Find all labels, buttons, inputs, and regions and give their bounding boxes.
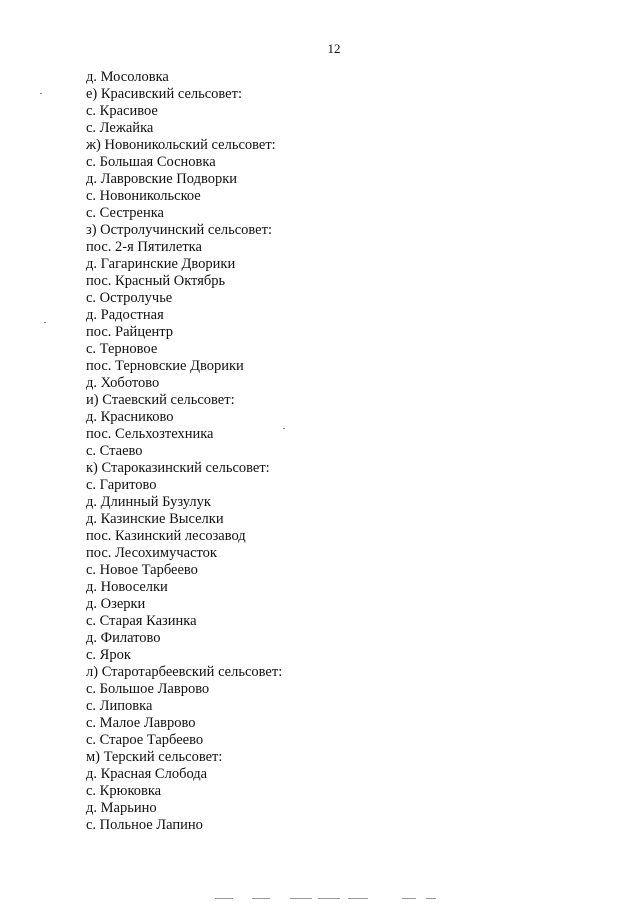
footer-scan-line xyxy=(348,898,368,899)
list-item: с. Сестренка xyxy=(86,205,164,221)
list-item: с. Польное Лапино xyxy=(86,817,203,833)
list-item: с. Ярок xyxy=(86,647,131,663)
list-item: с. Малое Лаврово xyxy=(86,715,196,731)
list-item: с. Старая Казинка xyxy=(86,613,197,629)
list-item: с. Большое Лаврово xyxy=(86,681,210,697)
list-item: д. Мосоловка xyxy=(86,69,169,85)
list-item: д. Красная Слобода xyxy=(86,766,208,782)
list-item: м) Терский сельсовет: xyxy=(86,749,223,765)
list-item: и) Стаевский сельсовет: xyxy=(86,392,235,408)
list-item: з) Остролучинский сельсовет: xyxy=(86,222,272,238)
list-item: пос. Терновские Дворики xyxy=(86,358,244,374)
footer-scan-line xyxy=(290,898,312,899)
footer-scan-line xyxy=(402,898,416,899)
list-item: с. Новоникольское xyxy=(86,188,201,204)
scan-speck xyxy=(40,93,42,94)
list-item: д. Гагаринские Дворики xyxy=(86,256,236,272)
footer-scan-line xyxy=(215,898,233,899)
list-item: д. Филатово xyxy=(86,630,161,646)
list-item: пос. Красный Октябрь xyxy=(86,273,226,289)
list-item: с. Красивое xyxy=(86,103,158,119)
footer-scan-line xyxy=(252,898,270,899)
list-item: д. Озерки xyxy=(86,596,146,612)
list-item: пос. Лесохимучасток xyxy=(86,545,217,561)
list-item: д. Радостная xyxy=(86,307,164,323)
list-item: с. Старое Тарбеево xyxy=(86,732,204,748)
list-item: д. Казинские Выселки xyxy=(86,511,224,527)
list-item: е) Красивский сельсовет: xyxy=(86,86,242,102)
list-item: пос. Райцентр xyxy=(86,324,174,340)
scan-speck xyxy=(44,322,46,323)
scan-speck xyxy=(283,428,285,429)
settlement-list xyxy=(86,69,282,834)
footer-scan-line xyxy=(426,898,436,899)
list-item: пос. 2-я Пятилетка xyxy=(86,239,202,255)
list-item: д. Марьино xyxy=(86,800,157,816)
list-item: д. Длинный Бузулук xyxy=(86,494,211,510)
list-item: д. Лавровские Подворки xyxy=(86,171,238,187)
footer-scan-line xyxy=(318,898,340,899)
list-item: с. Терновое xyxy=(86,341,158,357)
list-item: с. Стаево xyxy=(86,443,143,459)
list-item: пос. Казинский лесозавод xyxy=(86,528,246,544)
list-item: с. Липовка xyxy=(86,698,153,714)
list-item: с. Крюковка xyxy=(86,783,162,799)
page-number: 12 xyxy=(327,41,341,56)
list-item: с. Лежайка xyxy=(86,120,154,136)
list-item: д. Хоботово xyxy=(86,375,160,391)
list-item: с. Большая Сосновка xyxy=(86,154,216,170)
list-item: с. Гаритово xyxy=(86,477,157,493)
list-item: с. Остролучье xyxy=(86,290,173,306)
list-item: к) Староказинский сельсовет: xyxy=(86,460,270,476)
list-item: л) Старотарбеевский сельсовет: xyxy=(86,664,283,680)
list-item: с. Новое Тарбеево xyxy=(86,562,198,578)
list-item: д. Красниково xyxy=(86,409,174,425)
list-item: ж) Новоникольский сельсовет: xyxy=(86,137,276,153)
list-item: пос. Сельхозтехника xyxy=(86,426,214,442)
list-item: д. Новоселки xyxy=(86,579,168,595)
